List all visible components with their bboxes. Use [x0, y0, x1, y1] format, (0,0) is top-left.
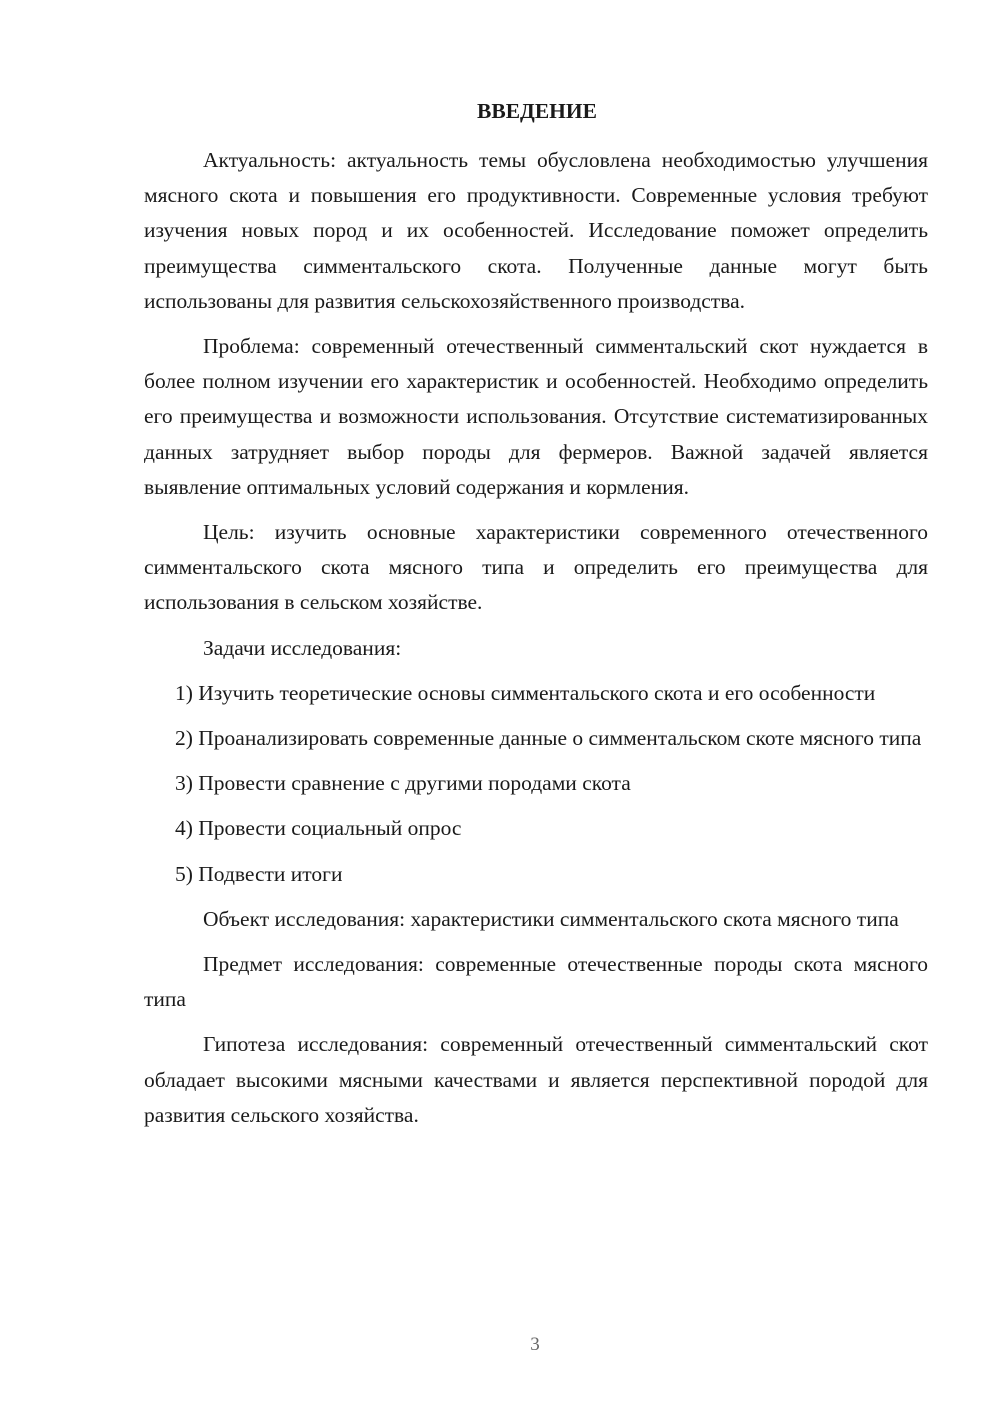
task-item-1: 1) Изучить теоретические основы симментальского скота и его особенности [175, 680, 876, 705]
document-body [144, 96, 928, 1133]
task-item-5: 5) Подвести итоги [175, 861, 343, 886]
hypothesis-paragraph: Гипотеза исследования: современный отечественный симментальский скот обладает высокими мясными качествами и является перспективной породой для развития сельского хозяйства. [144, 1032, 928, 1127]
subject-paragraph: Предмет исследования: современные отечественные породы скота мясного типа [144, 952, 928, 1012]
page-number: 3 [530, 1334, 540, 1355]
tasks-heading: Задачи исследования: [203, 635, 402, 660]
problem-paragraph: Проблема: современный отечественный симментальский скот нуждается в более полном изучении его характеристик и особенностей. Необходимо определить его преимущества и возможности использования. Отсутствие систематизированных данных затрудняет выбор породы для фермеров. Важной задачей является выявление оптимальных условий содержания и кормления. [144, 334, 928, 499]
task-item-2: 2) Проанализировать современные данные о симментальском скоте мясного типа [175, 726, 922, 751]
goal-paragraph: Цель: изучить основные характеристики современного отечественного симментальского скота мясного типа и определить его преимущества для использования в сельском хозяйстве. [144, 520, 928, 615]
section-title: ВВЕДЕНИЕ [477, 99, 597, 123]
task-item-4: 4) Провести социальный опрос [175, 816, 462, 841]
relevance-paragraph: Актуальность: актуальность темы обусловлена необходимостью улучшения мясного скота и повышения его продуктивности. Современные условия требуют изучения новых пород и их особенностей. Исследование поможет определить преимущества симментальского скота. Полученные данные могут быть использованы для развития сельскохозяйственного производства. [144, 148, 928, 313]
task-item-3: 3) Провести сравнение с другими породами скота [175, 771, 631, 796]
object-paragraph: Объект исследования: характеристики симментальского скота мясного типа [203, 906, 899, 931]
